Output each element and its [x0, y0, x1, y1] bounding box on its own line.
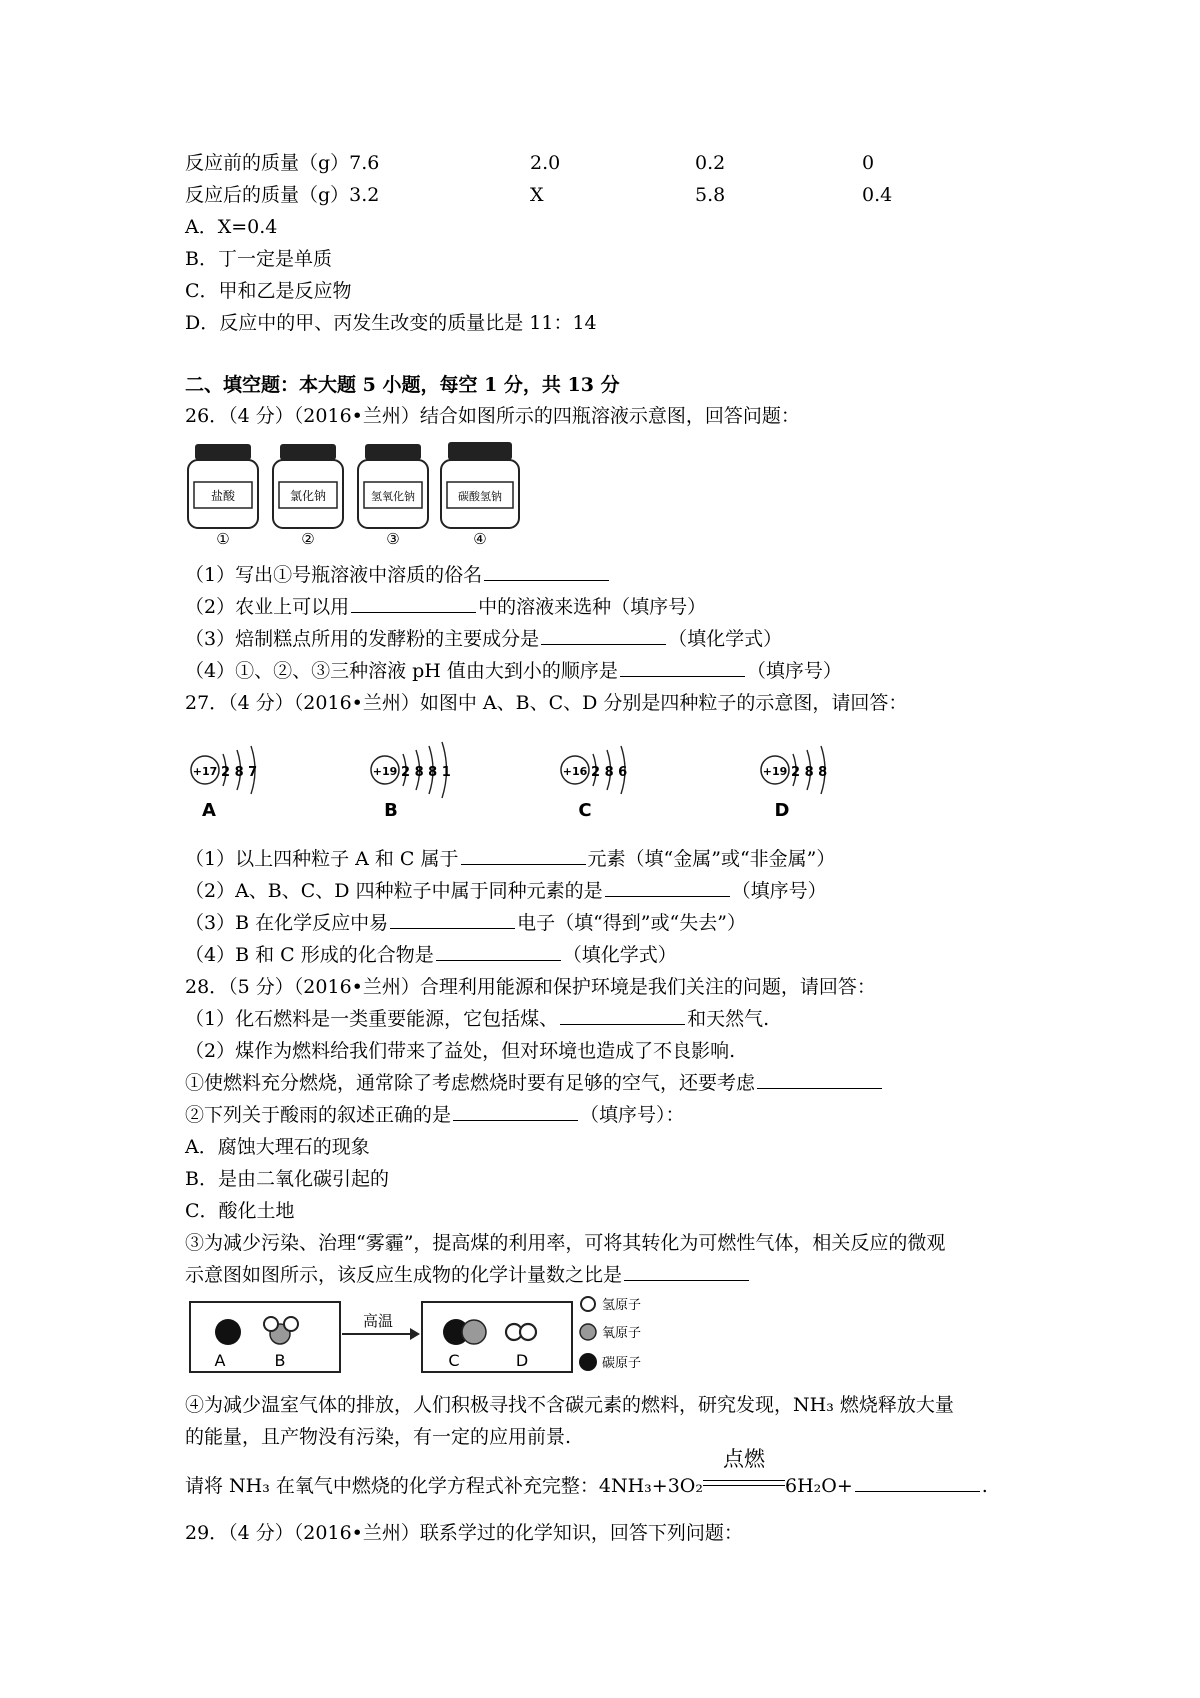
equation-end: .: [981, 1475, 988, 1497]
answer-blank[interactable]: [560, 1006, 685, 1025]
q26-part-2: （2）农业上可以用 中的溶液来选种（填序号）: [185, 596, 707, 618]
q28-sub-4-line2: 的能量，且产物没有污染，有一定的应用前景.: [185, 1426, 572, 1448]
bottle-label-1: 盐酸: [210, 489, 236, 503]
q29-stem: 29．（4 分）（2016•兰州）联系学过的化学知识，回答下列问题：: [185, 1522, 743, 1544]
bottle-3: [358, 444, 428, 528]
particle-b-shells: 2 8 8 1: [401, 765, 451, 780]
oxygen-atom: [462, 1320, 486, 1344]
table-before-ding: 0: [862, 152, 875, 174]
answer-blank[interactable]: [436, 942, 561, 961]
bottle-num-2: ②: [301, 530, 315, 548]
bottle-num-4: ④: [473, 530, 487, 548]
section-title: 二、填空题：本大题 5 小题，每空 1 分，共 13 分: [185, 374, 620, 396]
answer-blank[interactable]: [605, 878, 730, 897]
q28-sub-2: ②下列关于酸雨的叙述正确的是 （填序号）：: [185, 1104, 685, 1126]
legend-carbon-icon: [579, 1353, 597, 1371]
bottle-num-3: ③: [386, 530, 400, 548]
carbon-atom: [215, 1319, 241, 1345]
legend-oxygen-icon: [580, 1324, 596, 1340]
answer-blank[interactable]: [624, 1262, 749, 1281]
answer-blank[interactable]: [620, 658, 745, 677]
q26-part-3: （3）焙制糕点所用的发酵粉的主要成分是 （填化学式）: [185, 628, 783, 650]
condition-label: 点燃: [723, 1447, 765, 1471]
bottle-4: [441, 442, 519, 528]
q25-option-d: D．反应中的甲、丙发生改变的质量比是 11：14: [185, 312, 597, 334]
q26-stem: 26．（4 分）（2016•兰州）结合如图所示的四瓶溶液示意图，回答问题：: [185, 405, 800, 427]
arrow-head: [410, 1328, 420, 1340]
answer-blank[interactable]: [453, 1102, 578, 1121]
q28-sub-4-line1: ④为减少温室气体的排放，人们积极寻找不含碳元素的燃料，研究发现，NH₃ 燃烧释放大量: [185, 1394, 954, 1416]
bottle-label-2: 氯化钠: [289, 489, 327, 503]
hydrogen-atom: [520, 1324, 536, 1340]
table-after-label: 反应后的质量（g）3.2: [185, 184, 380, 206]
particle-c-shells: 2 8 6: [591, 765, 628, 780]
legend-oxygen-label: 氧原子: [602, 1326, 642, 1341]
table-after-bing: 5.8: [695, 184, 726, 206]
q28-sub-3-line1: ③为减少污染、治理“雾霾”，提高煤的利用率，可将其转化为可燃性气体，相关反应的微观: [185, 1232, 946, 1254]
equation-suffix: 6H₂O+: [785, 1475, 853, 1497]
hydrogen-atom: [264, 1317, 278, 1331]
reactants-box: [190, 1302, 340, 1372]
particle-b-nucleus: +19: [372, 765, 398, 778]
q27-part-2: （2）A、B、C、D 四种粒子中属于同种元素的是 （填序号）: [185, 880, 827, 902]
q28-stem: 28．（5 分）（2016•兰州）合理利用能源和保护环境是我们关注的问题，请回答：: [185, 976, 876, 998]
q28-equation: [185, 1447, 988, 1499]
bottle-label-4: 碳酸氢钠: [458, 490, 502, 503]
equation-prefix: 请将 NH₃ 在氧气中燃烧的化学方程式补充完整：4NH₃+3O₂: [185, 1475, 703, 1497]
q27-part-4: （4）B 和 C 形成的化合物是 （填化学式）: [185, 944, 677, 966]
bottle-1: [188, 444, 258, 528]
particle-d-nucleus: +19: [762, 765, 788, 778]
letter-b: B: [274, 1351, 286, 1370]
bottle-2: [273, 444, 343, 528]
answer-blank[interactable]: [484, 562, 609, 581]
equals-line-top: [703, 1480, 785, 1481]
q28-option-c: C．酸化土地: [185, 1200, 295, 1222]
q28-option-a: A．腐蚀大理石的现象: [185, 1136, 370, 1158]
table-before-label: 反应前的质量（g）7.6: [185, 152, 380, 174]
q28-part-2: （2）煤作为燃料给我们带来了益处，但对环境也造成了不良影响.: [185, 1040, 736, 1062]
legend-hydrogen-icon: [581, 1297, 595, 1311]
particle-c-letter: C: [578, 800, 592, 821]
letter-a: A: [214, 1351, 226, 1370]
bottle-num-1: ①: [216, 530, 230, 548]
letter-c: C: [448, 1351, 460, 1370]
particle-b-letter: B: [384, 800, 398, 821]
legend-hydrogen-label: 氢原子: [602, 1298, 642, 1313]
table-after-yi: X: [530, 184, 544, 206]
equals-line-bottom: [703, 1485, 785, 1486]
particle-d-shells: 2 8 8: [791, 765, 828, 780]
particle-a-nucleus: +17: [192, 765, 218, 778]
q28-part-1: （1）化石燃料是一类重要能源，它包括煤、 和天然气.: [185, 1008, 770, 1030]
equation-condition: [703, 1447, 785, 1492]
legend-carbon-label: 碳原子: [602, 1356, 642, 1371]
q25-option-b: B．丁一定是单质: [185, 248, 332, 270]
answer-blank[interactable]: [461, 846, 586, 865]
q28-option-b: B．是由二氧化碳引起的: [185, 1168, 389, 1190]
particle-d-letter: D: [774, 800, 790, 821]
particle-a-shells: 2 8 7: [221, 765, 258, 780]
q25-option-c: C．甲和乙是反应物: [185, 280, 352, 302]
q26-part-4: （4）①、②、③三种溶液 pH 值由大到小的顺序是 （填序号）: [185, 660, 842, 682]
q25-option-a: A．X=0.4: [185, 216, 278, 238]
hydrogen-atom: [284, 1317, 298, 1331]
answer-blank[interactable]: [757, 1070, 882, 1089]
bottles-figure: [185, 442, 525, 548]
particle-c-nucleus: +16: [562, 765, 588, 778]
answer-blank[interactable]: [390, 910, 515, 929]
q26-part-1: （1）写出①号瓶溶液中溶质的俗名: [185, 562, 611, 588]
arrow-label: 高温: [362, 1312, 394, 1330]
q27-stem: 27．（4 分）（2016•兰州）如图中 A、B、C、D 分别是四种粒子的示意图，请回答：: [185, 692, 908, 714]
table-before-bing: 0.2: [695, 152, 726, 174]
q27-part-3: （3）B 在化学反应中易 电子（填“得到”或“失去”）: [185, 912, 746, 934]
answer-blank[interactable]: [541, 626, 666, 645]
q27-part-1: （1）以上四种粒子 A 和 C 属于 元素（填“金属”或“非金属”）: [185, 848, 836, 870]
letter-d: D: [515, 1351, 529, 1370]
q28-sub-1: ①使燃料充分燃烧，通常除了考虑燃烧时要有足够的空气，还要考虑: [185, 1070, 884, 1096]
particle-a-letter: A: [202, 800, 216, 821]
answer-blank[interactable]: [855, 1473, 980, 1492]
particles-figure: [185, 732, 855, 822]
table-before-yi: 2.0: [530, 152, 561, 174]
q28-sub-3-line2: 示意图如图所示，该反应生成物的化学计量数之比是: [185, 1262, 751, 1288]
table-after-ding: 0.4: [862, 184, 893, 206]
answer-blank[interactable]: [351, 594, 476, 613]
bottle-label-3: 氢氧化钠: [371, 490, 415, 503]
reaction-diagram: [188, 1292, 688, 1382]
